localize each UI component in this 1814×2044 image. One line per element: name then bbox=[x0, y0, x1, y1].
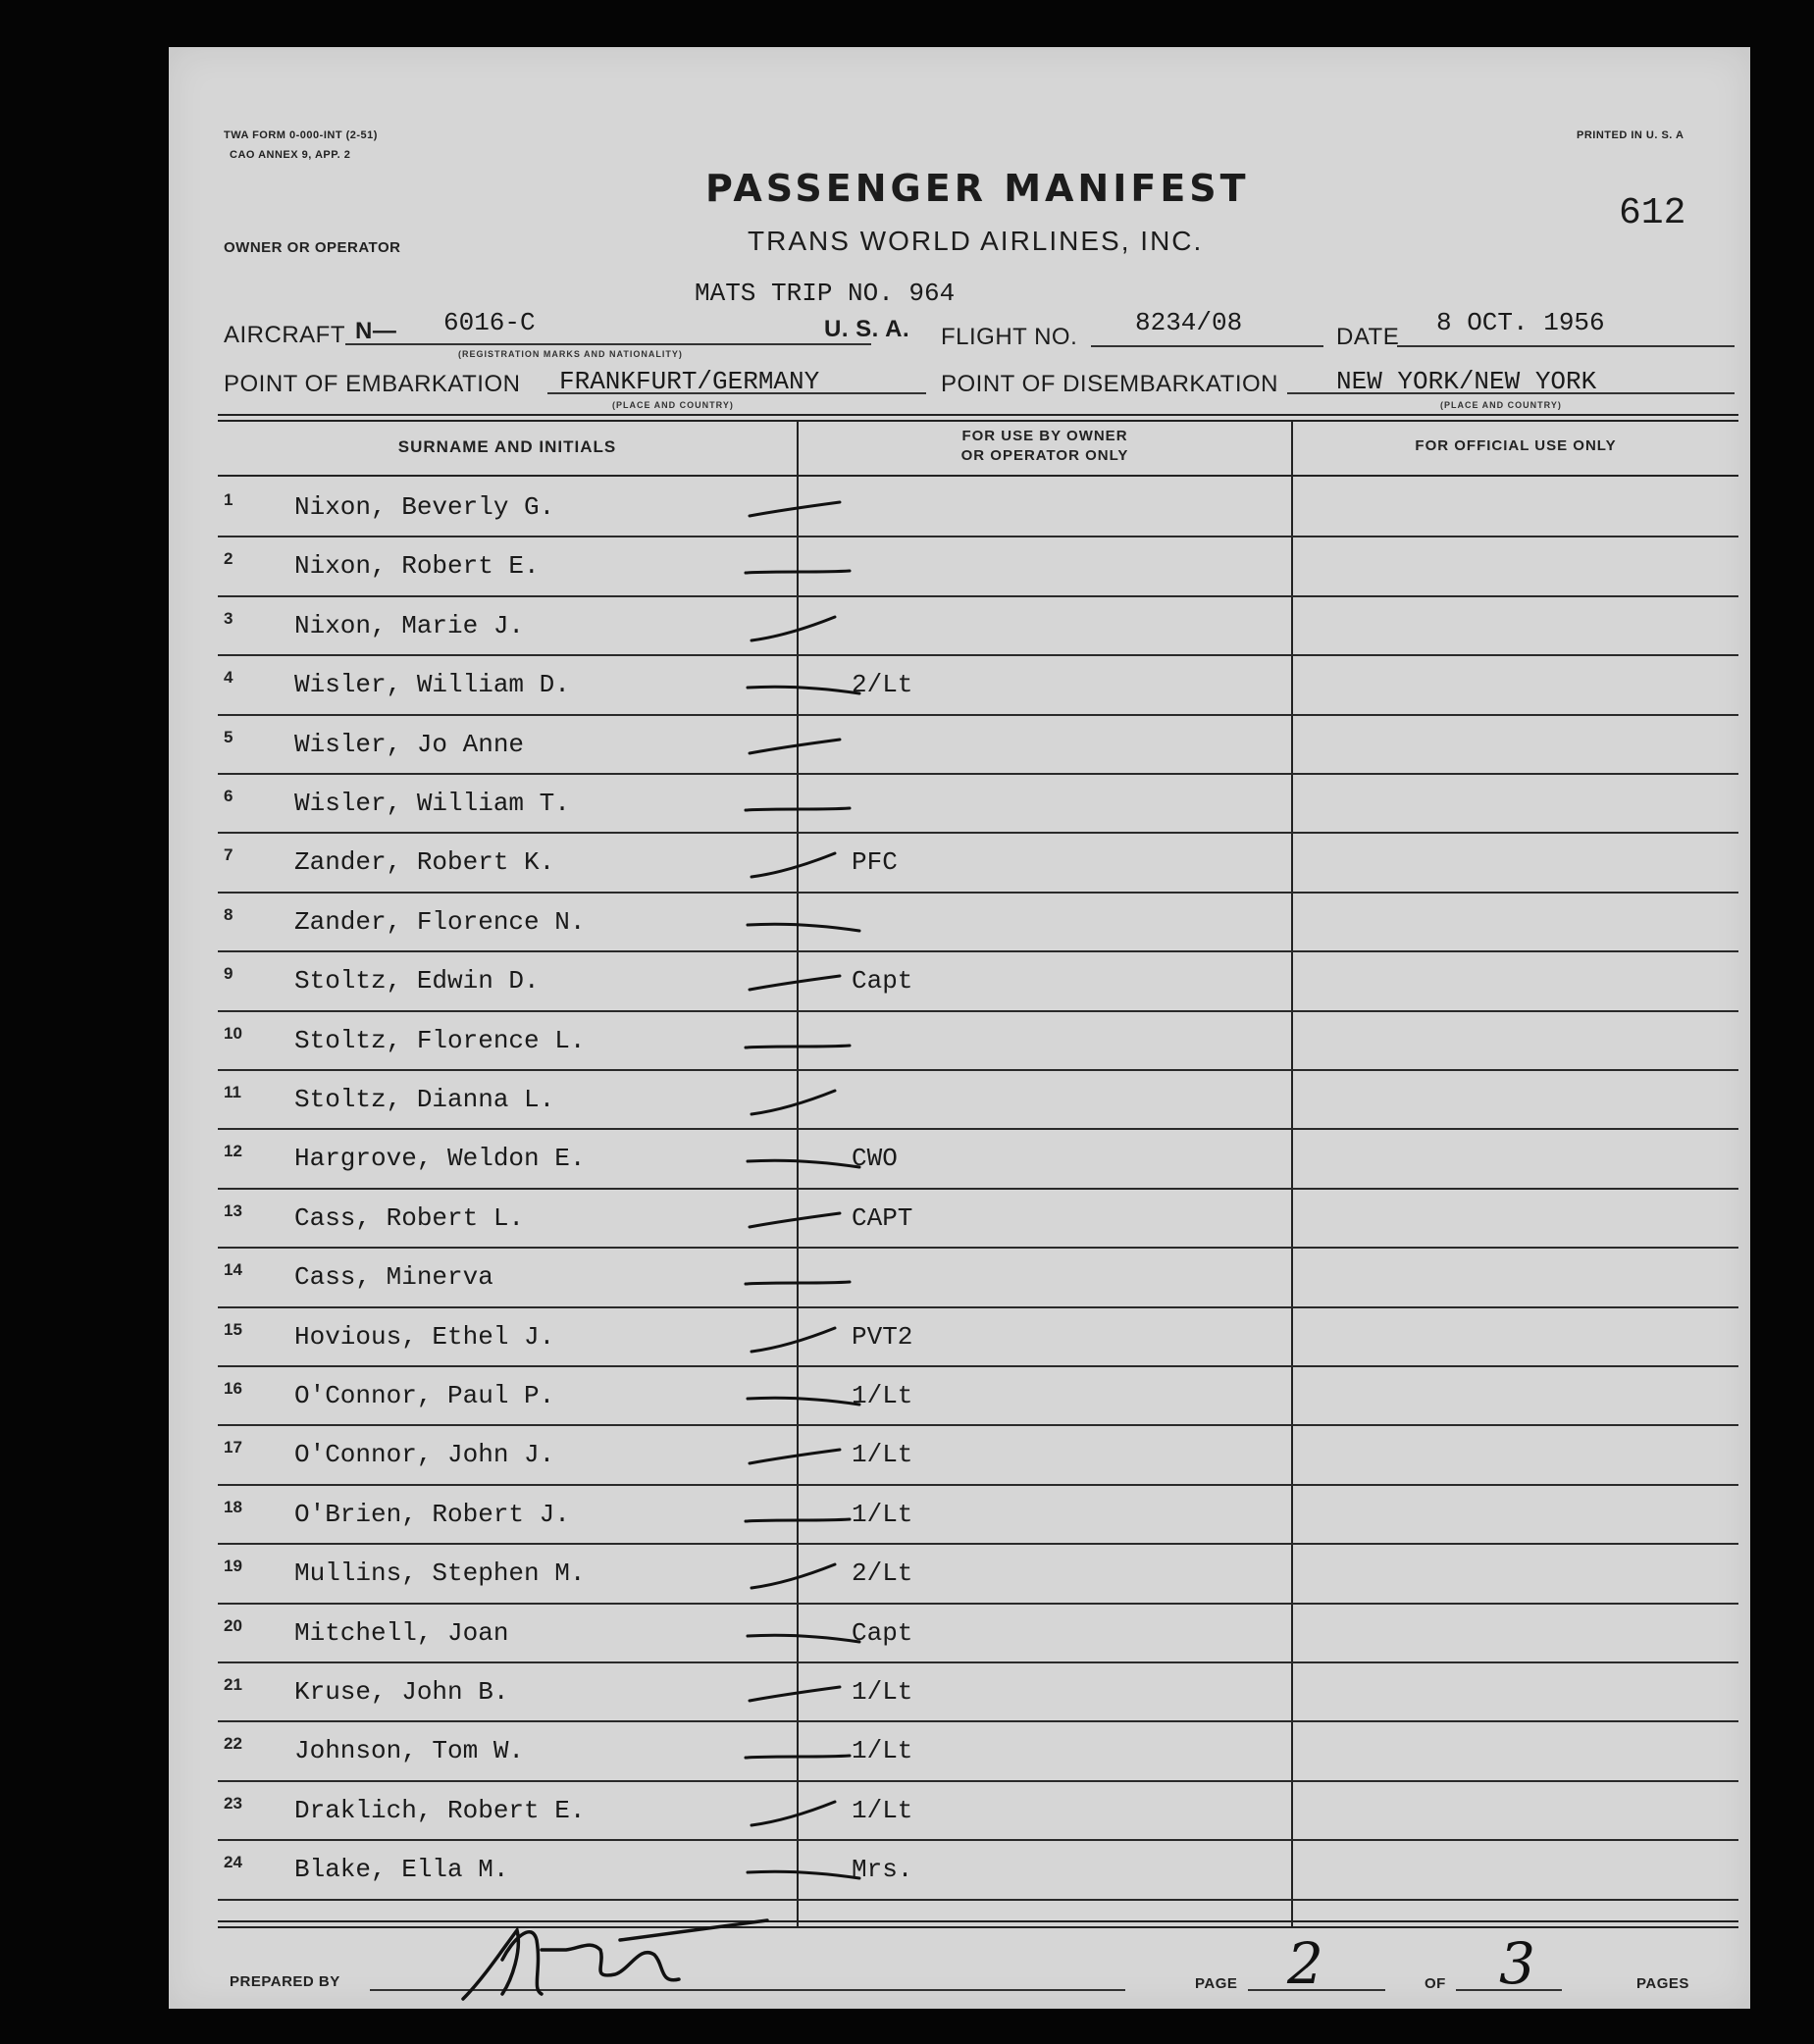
flight-underline bbox=[1091, 345, 1323, 347]
passenger-name: O'Connor, Paul P. bbox=[294, 1381, 555, 1410]
total-pages: 3 bbox=[1499, 1930, 1535, 1997]
pages-label: PAGES bbox=[1636, 1975, 1689, 1992]
check-mark-icon bbox=[742, 907, 879, 946]
embark-caption: (PLACE AND COUNTRY) bbox=[612, 400, 734, 410]
printed-in: PRINTED IN U. S. A bbox=[1577, 129, 1684, 141]
row-divider bbox=[218, 1010, 1738, 1012]
passenger-name: Hovious, Ethel J. bbox=[294, 1321, 555, 1352]
column-divider-2 bbox=[1291, 422, 1293, 1928]
aircraft-value: 6016-C bbox=[443, 308, 536, 337]
passenger-name: Mitchell, Joan bbox=[294, 1617, 509, 1648]
registration-caption: (REGISTRATION MARKS AND NATIONALITY) bbox=[458, 349, 683, 359]
row-divider bbox=[218, 950, 1738, 952]
row-number: 13 bbox=[224, 1201, 242, 1220]
row-number: 3 bbox=[224, 608, 233, 628]
row-number: 6 bbox=[224, 787, 233, 805]
passenger-rank: 1/Lt bbox=[852, 1795, 913, 1825]
aircraft-label: AIRCRAFT bbox=[224, 322, 345, 348]
row-number: 10 bbox=[224, 1023, 242, 1043]
passenger-name: Cass, Robert L. bbox=[294, 1202, 525, 1233]
check-mark-icon bbox=[742, 1026, 879, 1065]
owner-label: OWNER OR OPERATOR bbox=[224, 239, 401, 256]
table-top-rule-1 bbox=[218, 414, 1738, 416]
passenger-name: Draklich, Robert E. bbox=[294, 1795, 586, 1825]
embark-value: FRANKFURT/GERMANY bbox=[559, 367, 820, 396]
page-number: 2 bbox=[1287, 1930, 1323, 1997]
passenger-name: Nixon, Marie J. bbox=[294, 610, 525, 640]
table-top-rule-2 bbox=[218, 420, 1738, 422]
passenger-rank: CWO bbox=[852, 1144, 898, 1174]
page-title: PASSENGER MANIFEST bbox=[705, 167, 1250, 210]
row-divider bbox=[218, 773, 1738, 775]
row-number: 9 bbox=[224, 964, 233, 984]
nationality: U. S. A. bbox=[824, 316, 910, 342]
passenger-name: O'Brien, Robert J. bbox=[294, 1499, 570, 1529]
row-divider bbox=[218, 1484, 1738, 1486]
row-number: 24 bbox=[224, 1853, 242, 1872]
row-divider bbox=[218, 1306, 1738, 1308]
passenger-name: Hargrove, Weldon E. bbox=[294, 1144, 586, 1174]
check-mark-icon bbox=[742, 492, 879, 532]
passenger-rank: CAPT bbox=[852, 1202, 913, 1233]
col-header-official: FOR OFFICIAL USE ONLY bbox=[1415, 437, 1617, 454]
passenger-name: Johnson, Tom W. bbox=[294, 1736, 525, 1766]
aircraft-prefix: N— bbox=[355, 318, 397, 344]
row-divider bbox=[218, 595, 1738, 597]
date-value: 8 OCT. 1956 bbox=[1436, 308, 1605, 337]
row-divider bbox=[218, 1661, 1738, 1663]
row-divider bbox=[218, 1365, 1738, 1367]
passenger-name: Stoltz, Edwin D. bbox=[294, 966, 540, 996]
row-number: 19 bbox=[224, 1557, 242, 1576]
passenger-rank: 1/Lt bbox=[852, 1499, 913, 1529]
row-number: 23 bbox=[224, 1793, 242, 1813]
row-number: 12 bbox=[224, 1142, 242, 1161]
passenger-name: Stoltz, Dianna L. bbox=[294, 1085, 555, 1114]
row-number: 16 bbox=[224, 1379, 242, 1398]
passenger-rank: Mrs. bbox=[852, 1855, 913, 1885]
row-number: 7 bbox=[224, 845, 233, 865]
flight-value: 8234/08 bbox=[1135, 308, 1243, 337]
operator-name: TRANS WORLD AIRLINES, INC. bbox=[748, 226, 1204, 256]
aircraft-underline bbox=[345, 343, 871, 345]
row-number: 4 bbox=[224, 668, 233, 688]
passenger-name: Cass, Minerva bbox=[294, 1262, 493, 1293]
form-number: TWA FORM 0-000-INT (2-51) bbox=[224, 129, 378, 141]
page-label: PAGE bbox=[1195, 1975, 1238, 1992]
row-divider bbox=[218, 1543, 1738, 1545]
row-number: 2 bbox=[224, 549, 233, 569]
passenger-name: Nixon, Robert E. bbox=[294, 551, 540, 582]
row-divider bbox=[218, 892, 1738, 894]
row-divider bbox=[218, 1247, 1738, 1249]
passenger-rank: 2/Lt bbox=[852, 670, 913, 700]
row-divider bbox=[218, 536, 1738, 537]
passenger-name: Wisler, William T. bbox=[294, 789, 570, 818]
passenger-rank: 1/Lt bbox=[852, 1677, 913, 1707]
passenger-name: Blake, Ella M. bbox=[294, 1855, 509, 1885]
row-divider bbox=[218, 1780, 1738, 1782]
check-mark-icon bbox=[742, 730, 879, 769]
disembark-label: POINT OF DISEMBARKATION bbox=[941, 371, 1278, 397]
col-header-owner-2: OR OPERATOR ONLY bbox=[960, 447, 1129, 464]
row-divider bbox=[218, 1188, 1738, 1190]
row-divider bbox=[218, 1839, 1738, 1841]
date-label: DATE bbox=[1336, 324, 1400, 350]
mats-trip: MATS TRIP NO. 964 bbox=[695, 279, 956, 308]
row-number: 17 bbox=[224, 1438, 242, 1457]
passenger-name: O'Connor, John J. bbox=[294, 1440, 555, 1470]
passenger-name: Wisler, Jo Anne bbox=[294, 729, 525, 759]
passenger-rank: Capt bbox=[852, 1617, 913, 1648]
row-divider bbox=[218, 1424, 1738, 1426]
check-mark-icon bbox=[742, 611, 879, 650]
stamp-number: 612 bbox=[1619, 192, 1686, 234]
column-divider-1 bbox=[797, 422, 799, 1928]
form-annex: CAO ANNEX 9, APP. 2 bbox=[230, 149, 351, 161]
disembark-value: NEW YORK/NEW YORK bbox=[1336, 367, 1597, 396]
row-divider bbox=[218, 714, 1738, 716]
passenger-name: Nixon, Beverly G. bbox=[294, 492, 555, 522]
passenger-rank: 2/Lt bbox=[852, 1559, 913, 1589]
row-divider bbox=[218, 1720, 1738, 1722]
check-mark-icon bbox=[742, 1085, 879, 1124]
prepared-by-label: PREPARED BY bbox=[230, 1973, 340, 1990]
row-number: 21 bbox=[224, 1675, 242, 1694]
signature-graphic bbox=[443, 1911, 777, 2009]
row-number: 18 bbox=[224, 1497, 242, 1516]
check-mark-icon bbox=[742, 789, 879, 828]
date-underline bbox=[1397, 345, 1735, 347]
passenger-name: Zander, Florence N. bbox=[294, 906, 586, 937]
col-header-owner-1: FOR USE BY OWNER bbox=[961, 428, 1128, 444]
passenger-name: Zander, Robert K. bbox=[294, 847, 555, 878]
row-number: 5 bbox=[224, 727, 233, 746]
passenger-rank: PVT2 bbox=[852, 1321, 913, 1352]
row-number: 15 bbox=[224, 1319, 242, 1339]
of-label: OF bbox=[1425, 1975, 1446, 1992]
disembark-caption: (PLACE AND COUNTRY) bbox=[1440, 400, 1562, 410]
row-divider bbox=[218, 654, 1738, 656]
check-mark-icon bbox=[742, 551, 879, 590]
passenger-name: Wisler, William D. bbox=[294, 670, 570, 700]
row-divider bbox=[218, 1069, 1738, 1071]
row-number: 14 bbox=[224, 1260, 242, 1280]
embark-label: POINT OF EMBARKATION bbox=[224, 371, 521, 397]
row-divider bbox=[218, 1603, 1738, 1605]
passenger-rank: 1/Lt bbox=[852, 1381, 913, 1410]
passenger-rank: PFC bbox=[852, 847, 898, 878]
row-number: 8 bbox=[224, 904, 233, 924]
row-number: 22 bbox=[224, 1734, 242, 1754]
row-divider bbox=[218, 1899, 1738, 1901]
check-mark-icon bbox=[742, 1262, 879, 1302]
passenger-rank: 1/Lt bbox=[852, 1440, 913, 1470]
flight-label: FLIGHT NO. bbox=[941, 324, 1078, 350]
row-number: 11 bbox=[224, 1083, 241, 1101]
passenger-rank: Capt bbox=[852, 966, 913, 996]
row-number: 1 bbox=[224, 490, 233, 509]
passenger-name: Kruse, John B. bbox=[294, 1677, 509, 1707]
row-number: 20 bbox=[224, 1615, 242, 1635]
row-divider bbox=[218, 832, 1738, 834]
header-bottom-rule bbox=[218, 475, 1738, 477]
manifest-sheet bbox=[169, 47, 1750, 2009]
passenger-name: Stoltz, Florence L. bbox=[294, 1025, 586, 1055]
passenger-name: Mullins, Stephen M. bbox=[294, 1559, 586, 1589]
col-header-name: SURNAME AND INITIALS bbox=[397, 437, 617, 456]
row-divider bbox=[218, 1128, 1738, 1130]
passenger-rank: 1/Lt bbox=[852, 1736, 913, 1766]
